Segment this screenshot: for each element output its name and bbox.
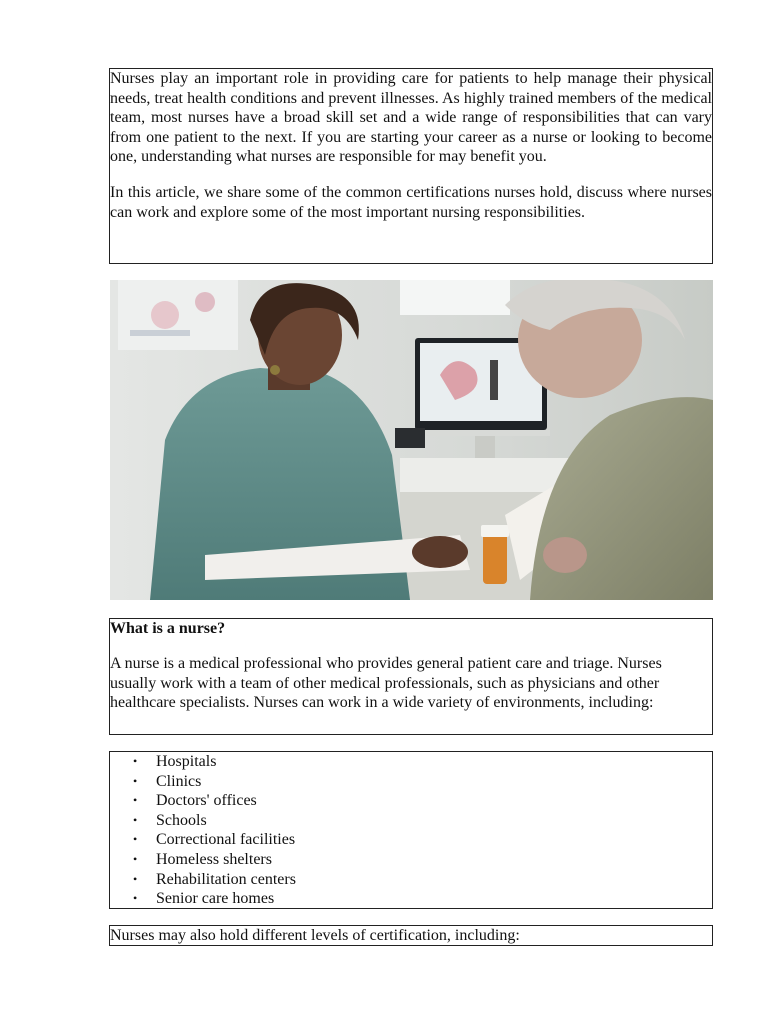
list-item xyxy=(110,830,712,850)
list-item-label: Correctional facilities xyxy=(156,831,296,849)
environments-list xyxy=(110,752,712,909)
bullet-icon: • xyxy=(133,851,138,866)
list-item-label: Homeless shelters xyxy=(156,850,272,868)
bullet-icon: • xyxy=(133,812,138,827)
list-item-label: Hospitals xyxy=(156,753,217,770)
list-item-label: Clinics xyxy=(156,772,202,790)
bullet-icon: • xyxy=(133,754,138,768)
section-heading: What is a nurse? xyxy=(110,620,226,637)
bullet-icon: • xyxy=(133,871,138,886)
environments-list-section xyxy=(109,751,713,909)
list-item-label: Schools xyxy=(156,811,207,829)
list-item xyxy=(110,811,712,831)
bullet-icon: • xyxy=(133,773,138,788)
list-item-label: Rehabilitation centers xyxy=(156,870,296,888)
list-item-label: Senior care homes xyxy=(156,890,275,908)
list-item xyxy=(110,870,712,890)
bullet-icon: • xyxy=(133,832,138,847)
bullet-icon: • xyxy=(133,793,138,808)
list-item-label: Doctors' offices xyxy=(156,792,257,810)
what-is-nurse-section xyxy=(109,618,713,735)
intro-paragraph-1: Nurses play an important role in providing care for patients to help manage their physical needs, treat health conditions and prevent illnesses. As highly trained members of the medical team, most nurses have a broad skill set and a wide range of responsibilities that can vary from one patient to the next. If you are starting your career as a nurse or looking to become one, understanding what nurses are responsible for may benefit you. xyxy=(110,70,712,166)
list-item xyxy=(110,791,712,811)
photo-illustration xyxy=(110,280,713,600)
list-item xyxy=(110,752,712,772)
intro-section xyxy=(109,68,713,264)
list-item xyxy=(110,850,712,870)
list-item xyxy=(110,772,712,792)
bullet-icon: • xyxy=(133,891,138,906)
intro-paragraph-2: In this article, we share some of the common certifications nurses hold, discuss where nurses can work and explore some of the most important nursing responsibilities. xyxy=(110,183,712,221)
section-paragraph: A nurse is a medical professional who provides general patient care and triage. Nurses usually work with a team of other medical professionals, such as physicians and other healthcare specialists. Nurses can work in a wide variety of environments, including: xyxy=(110,655,662,712)
list-item xyxy=(110,889,712,909)
nurse-photo xyxy=(110,280,713,600)
certification-text: Nurses may also hold different levels of certification, including: xyxy=(110,927,520,944)
certification-section xyxy=(109,925,713,946)
